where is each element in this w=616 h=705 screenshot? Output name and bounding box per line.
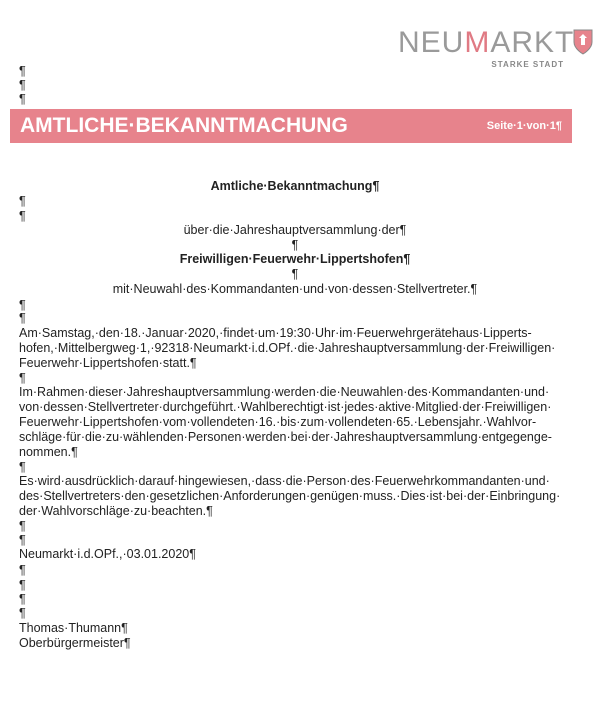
signatory-role: Oberbürgermeister¶ — [19, 636, 131, 650]
page-indicator: Seite·1·von·1¶ — [486, 120, 562, 132]
coat-of-arms-icon — [573, 29, 593, 55]
empty-paragraph-mark: ¶ — [19, 578, 26, 592]
empty-paragraph-mark: ¶ — [19, 311, 26, 325]
logo-wordmark — [398, 26, 574, 60]
empty-paragraph-mark: ¶ — [19, 371, 26, 385]
logo-arkt: ARKT — [490, 26, 575, 59]
paragraph-2-line: nommen.¶ — [19, 445, 78, 459]
logo-m: M — [464, 26, 491, 59]
paragraph-3-line: des·Stellvertreters·den·gesetzlichen·Anforderungen·genügen·muss.·Dies·ist·bei·der·Einbringung· — [19, 489, 561, 503]
heading-about: über·die·Jahreshauptversammlung·der¶ — [183, 223, 407, 237]
paragraph-2-line: von·dessen·Stellvertreter·durchgeführt.·Wahlberechtigt·ist·jedes·aktive·Mitglied·der·Freiwilligen· — [19, 400, 552, 414]
paragraph-1-line: hofen,·Mittelbergweg·1,·92318·Neumarkt·i.d.OPf.·die·Jahreshauptversammlung·der·Freiwilligen· — [19, 341, 556, 355]
empty-paragraph-mark: ¶ — [19, 592, 26, 606]
empty-paragraph-mark: ¶ — [19, 519, 26, 533]
empty-paragraph-mark: ¶ — [19, 209, 26, 223]
empty-paragraph-mark: ¶ — [19, 92, 26, 106]
empty-paragraph-mark: ¶ — [19, 194, 26, 208]
empty-paragraph-mark: ¶ — [19, 606, 26, 620]
logo-tagline: STARKE STADT — [491, 60, 564, 69]
document-title: Amtliche·Bekanntmachung¶ — [210, 179, 380, 193]
paragraph-3-line: Es·wird·ausdrücklich·darauf·hingewiesen,·dass·die·Person·des·Feuerwehrkommandanten·und· — [19, 474, 550, 488]
banner-title: AMTLICHE·BEKANNTMACHUNG — [20, 114, 348, 137]
empty-paragraph-mark: ¶ — [19, 298, 26, 312]
paragraph-1-line: Am·Samstag,·den·18.·Januar·2020,·findet·um·19:30·Uhr·im·Feuerwehrgerätehaus·Lipperts- — [19, 326, 532, 340]
empty-paragraph-mark: ¶ — [19, 64, 26, 78]
empty-paragraph-mark: ¶ — [19, 460, 26, 474]
empty-paragraph-mark: ¶ — [291, 238, 299, 252]
paragraph-2-line: Im·Rahmen·dieser·Jahreshauptversammlung·werden·die·Neuwahlen·des·Kommandanten·und· — [19, 385, 550, 399]
date-line: Neumarkt·i.d.OPf.,·03.01.2020¶ — [19, 547, 196, 561]
empty-paragraph-mark: ¶ — [19, 563, 26, 577]
paragraph-1-line: Feuerwehr·Lippertshofen·statt.¶ — [19, 356, 197, 370]
heading-topic: mit·Neuwahl·des·Kommandanten·und·von·dessen·Stellvertreter.¶ — [112, 282, 478, 296]
logo-neu: NEU — [398, 26, 465, 59]
announcement-banner — [10, 109, 572, 143]
empty-paragraph-mark: ¶ — [19, 533, 26, 547]
paragraph-3-line: der·Wahlvorschläge·zu·beachten.¶ — [19, 504, 213, 518]
paragraph-2-line: schläge·für·die·zu·wählenden·Personen·werden·bei·der·Jahreshauptversammlung·entgegenge- — [19, 430, 552, 444]
empty-paragraph-mark: ¶ — [19, 78, 26, 92]
paragraph-2-line: Feuerwehr·Lippertshofen·vom·vollendeten·16.·bis·zum·vollendeten·65.·Lebensjahr.·Wahlvor- — [19, 415, 537, 429]
empty-paragraph-mark: ¶ — [291, 267, 299, 281]
organization-name: Freiwilligen·Feuerwehr·Lippertshofen¶ — [179, 252, 411, 266]
signatory-name: Thomas·Thumann¶ — [19, 621, 128, 635]
city-logo — [398, 26, 598, 74]
